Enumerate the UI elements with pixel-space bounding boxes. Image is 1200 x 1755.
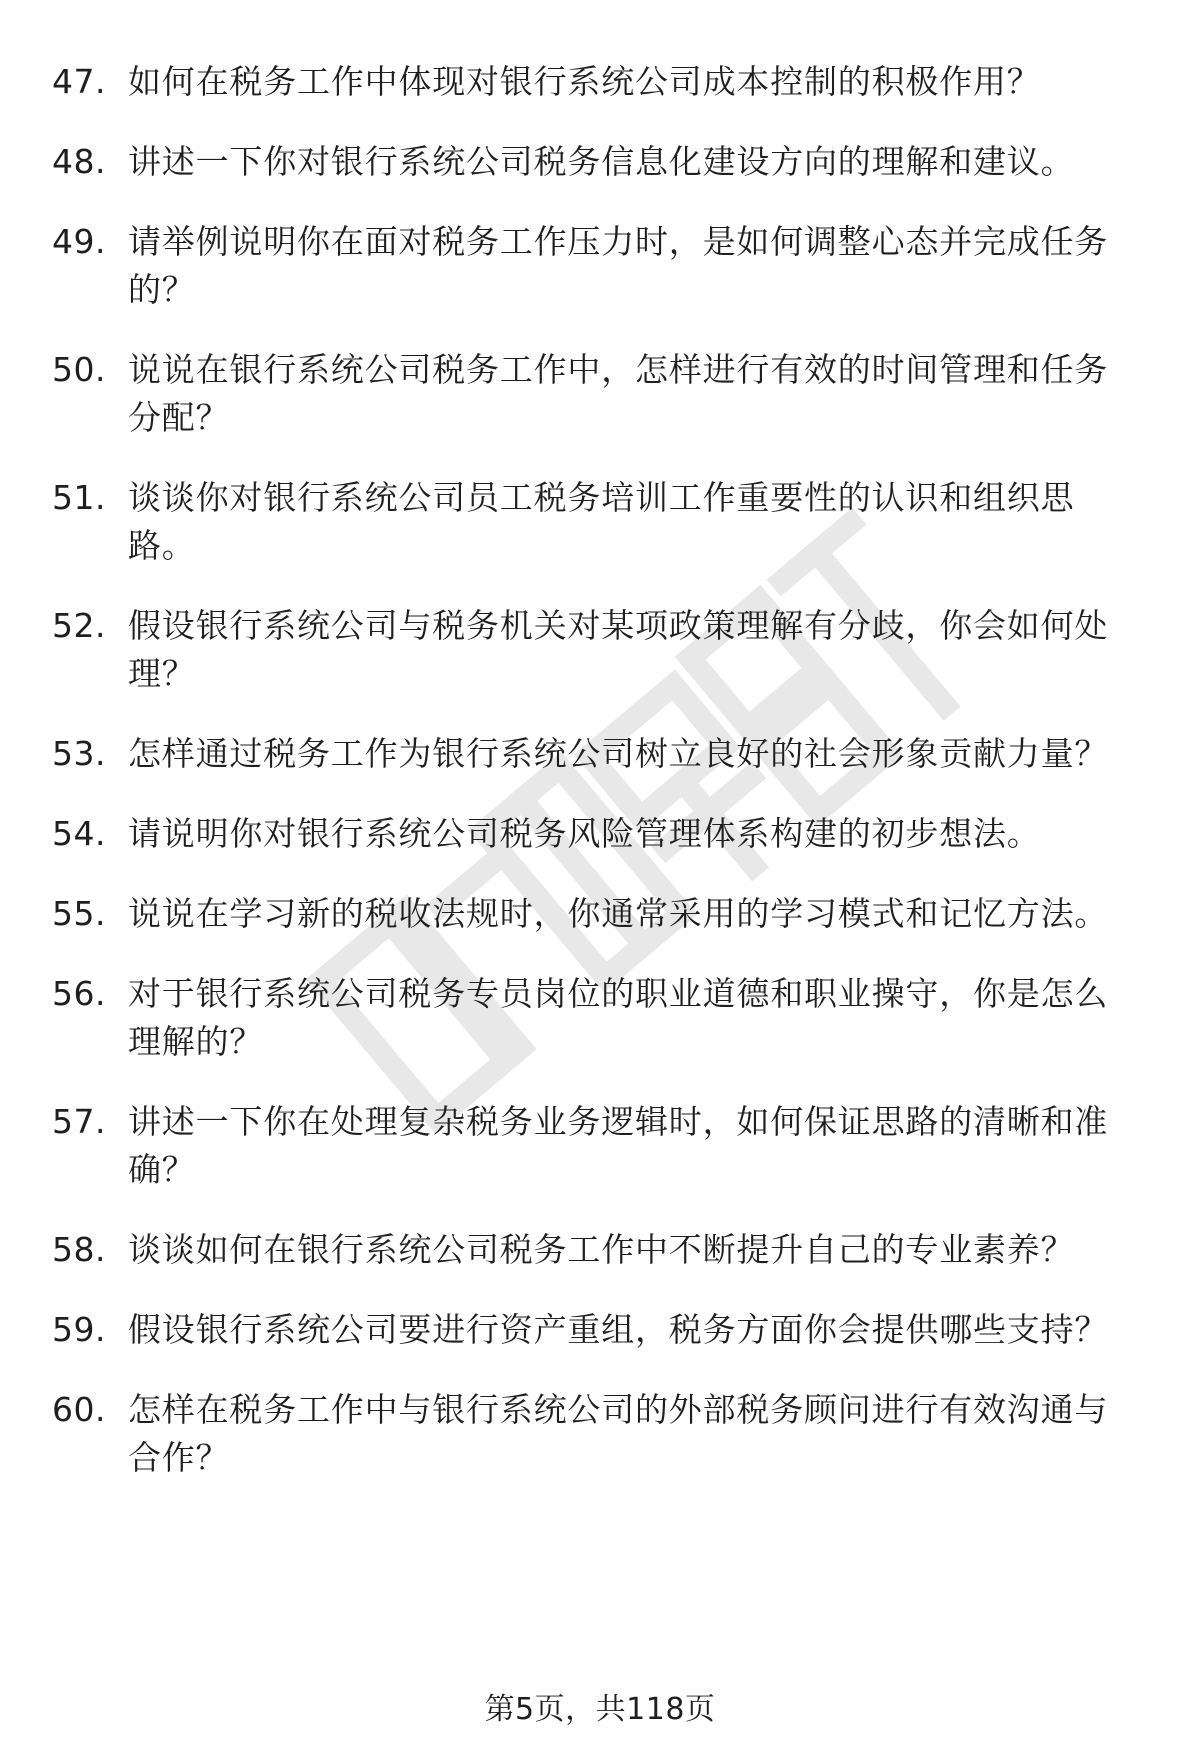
question-number: 58. bbox=[52, 1230, 106, 1269]
question-text: 请举例说明你在面对税务工作压力时，是如何调整心态并完成任务的？ bbox=[128, 222, 1109, 309]
question-text: 怎样在税务工作中与银行系统公司的外部税务顾问进行有效沟通与合作？ bbox=[128, 1390, 1109, 1477]
question-text: 说说在学习新的税收法规时，你通常采用的学习模式和记忆方法。 bbox=[128, 894, 1109, 933]
question-number: 51. bbox=[52, 478, 106, 517]
question-item bbox=[0, 1386, 1200, 1482]
question-text: 讲述一下你在处理复杂税务业务逻辑时，如何保证思路的清晰和准确？ bbox=[128, 1102, 1109, 1189]
question-number: 47. bbox=[52, 62, 106, 101]
question-text: 谈谈如何在银行系统公司税务工作中不断提升自己的专业素养？ bbox=[128, 1230, 1075, 1269]
question-item bbox=[0, 1306, 1200, 1354]
question-number: 48. bbox=[52, 142, 106, 181]
question-text: 如何在税务工作中体现对银行系统公司成本控制的积极作用？ bbox=[128, 62, 1041, 101]
question-text: 假设银行系统公司与税务机关对某项政策理解有分歧，你会如何处理？ bbox=[128, 606, 1109, 693]
question-number: 53. bbox=[52, 734, 106, 773]
question-number: 55. bbox=[52, 894, 106, 933]
question-item bbox=[0, 474, 1200, 570]
question-item bbox=[0, 890, 1200, 938]
question-item bbox=[0, 810, 1200, 858]
question-text: 请说明你对银行系统公司税务风险管理体系构建的初步想法。 bbox=[128, 814, 1041, 853]
question-text: 对于银行系统公司税务专员岗位的职业道德和职业操守，你是怎么理解的？ bbox=[128, 974, 1109, 1061]
question-item bbox=[0, 58, 1200, 106]
question-text: 讲述一下你对银行系统公司税务信息化建设方向的理解和建议。 bbox=[128, 142, 1075, 181]
question-number: 52. bbox=[52, 606, 106, 645]
question-text: 假设银行系统公司要进行资产重组，税务方面你会提供哪些支持？ bbox=[128, 1310, 1109, 1349]
question-item bbox=[0, 1226, 1200, 1274]
question-number: 56. bbox=[52, 974, 106, 1013]
page-footer: 第5页，共118页 bbox=[484, 1692, 716, 1727]
question-number: 57. bbox=[52, 1102, 106, 1141]
question-item bbox=[0, 138, 1200, 186]
question-item bbox=[0, 1098, 1200, 1194]
question-item bbox=[0, 730, 1200, 778]
question-number: 54. bbox=[52, 814, 106, 853]
question-text: 说说在银行系统公司税务工作中，怎样进行有效的时间管理和任务分配？ bbox=[128, 350, 1109, 437]
question-number: 60. bbox=[52, 1390, 106, 1429]
question-number: 50. bbox=[52, 350, 106, 389]
question-item bbox=[0, 218, 1200, 314]
question-number: 59. bbox=[52, 1310, 106, 1349]
question-item bbox=[0, 970, 1200, 1066]
question-text: 怎样通过税务工作为银行系统公司树立良好的社会形象贡献力量？ bbox=[128, 734, 1109, 773]
question-text: 谈谈你对银行系统公司员工税务培训工作重要性的认识和组织思路。 bbox=[128, 478, 1075, 565]
question-list bbox=[0, 58, 1200, 1514]
question-number: 49. bbox=[52, 222, 106, 261]
question-item bbox=[0, 602, 1200, 698]
question-item bbox=[0, 346, 1200, 442]
